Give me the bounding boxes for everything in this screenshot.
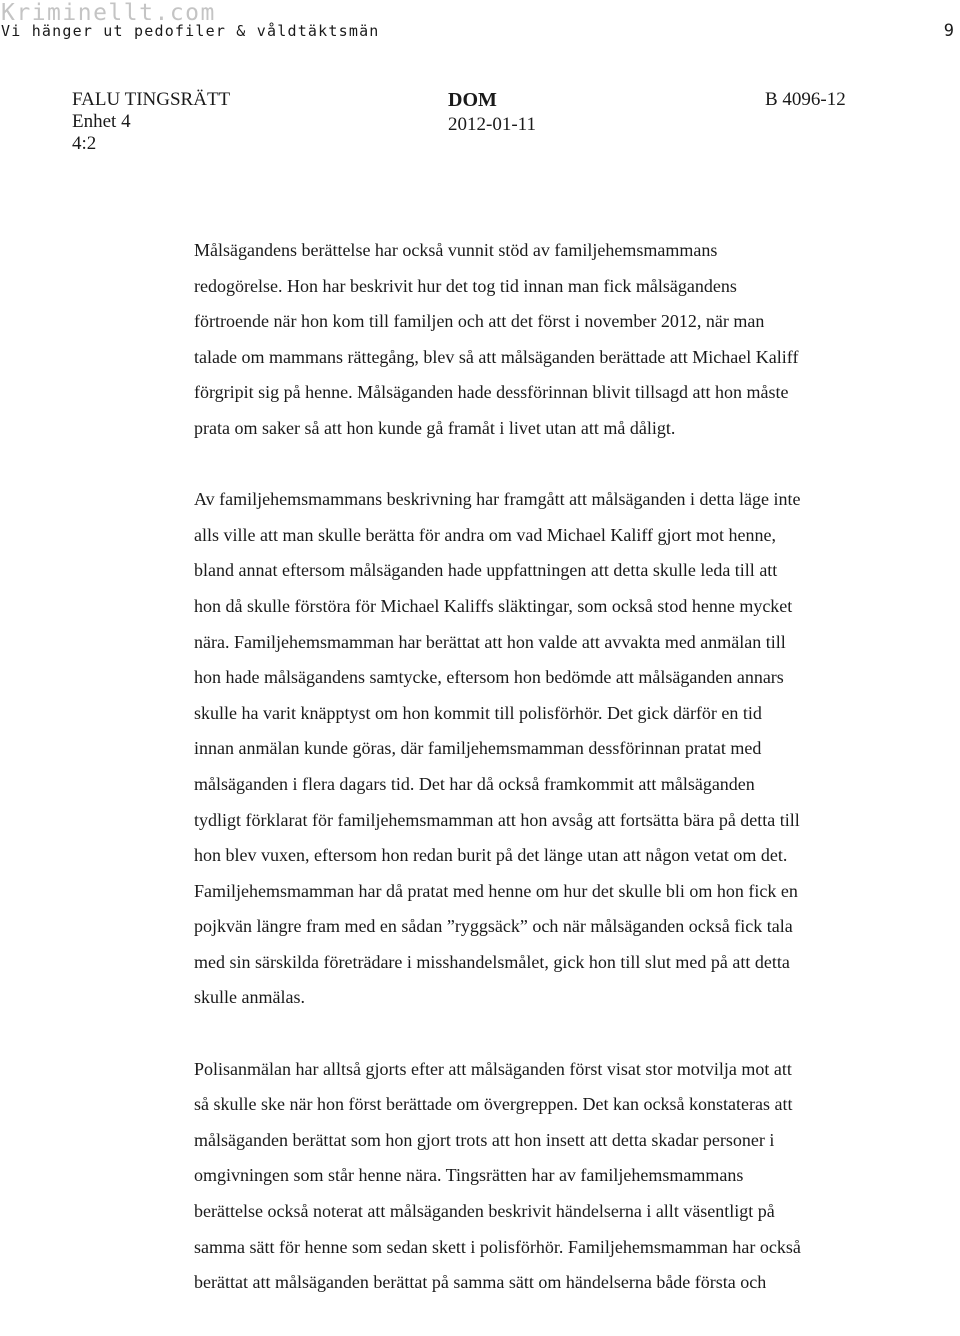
text-line: talade om mammans rättegång, blev så att målsäganden berättade att Michael Kaliff: [194, 346, 799, 367]
text-line: samma sätt för henne som sedan skett i polisförhör. Familjehemsmamman har också: [194, 1236, 801, 1257]
text-line: berättelse också noterat att målsäganden beskrivit händelserna i allt väsentligt på: [194, 1201, 775, 1222]
site-name: Kriminellt.com: [1, 0, 216, 26]
text-line: skulle anmälas.: [194, 987, 305, 1008]
document-type: DOM: [448, 89, 497, 111]
case-number: B 4096-12: [765, 89, 846, 110]
text-line: hon då skulle förstöra för Michael Kaliffs släktingar, som också stod henne mycket: [194, 595, 793, 616]
text-line: Polisanmälan har alltså gjorts efter att målsäganden först visat stor motvilja mot att: [194, 1058, 792, 1079]
text-line: bland annat eftersom målsäganden hade uppfattningen att detta skulle leda till att: [194, 560, 778, 581]
court-unit: Enhet 4: [72, 111, 131, 132]
text-line: målsäganden berättat som hon gjort trots att hon insett att detta skadar personer i: [194, 1129, 775, 1150]
text-line: förgripit sig på henne. Målsäganden hade dessförinnan blivit tillsagd att hon måste: [194, 382, 789, 403]
document-date: 2012-01-11: [448, 114, 536, 135]
text-line: Målsägandens berättelse har också vunnit stöd av familjehemsmammans: [194, 240, 718, 260]
text-line: förtroende när hon kom till familjen och att det först i november 2012, när man: [194, 311, 765, 332]
court-unit-code: 4:2: [72, 133, 97, 154]
text-line: nära. Familjehemsmamman har berättat att hon valde att avvakta med anmälan till: [194, 631, 786, 652]
text-line: omgivningen som står henne nära. Tingsrätten har av familjehemsmammans: [194, 1165, 744, 1186]
court-block: [72, 89, 230, 155]
text-line: Av familjehemsmammans beskrivning har framgått att målsäganden i detta läge inte: [194, 489, 801, 510]
text-line: alls ville att man skulle berätta för andra om vad Michael Kaliff gjort mot henne,: [194, 524, 776, 545]
document-body: [194, 233, 894, 1336]
text-line: prata om saker så att hon kunde gå framåt i livet utan att må dåligt.: [194, 417, 676, 438]
paragraph: [194, 1052, 894, 1301]
page-number: 9: [943, 21, 954, 41]
text-line: hon blev vuxen, eftersom hon redan burit på det länge utan att någon vetat om det.: [194, 845, 788, 866]
site-banner: [0, 0, 960, 48]
paragraph: [194, 233, 894, 447]
document-header: [0, 86, 960, 166]
text-line: hon hade målsägandens samtycke, eftersom hon bedömde att målsäganden annars: [194, 667, 784, 688]
text-line: så skulle ske när hon först berättade om övergreppen. Det kan också konstateras att: [194, 1094, 793, 1115]
text-line: berättat att målsäganden berättat på samma sätt om händelserna både första och: [194, 1272, 767, 1293]
text-line: innan anmälan kunde göras, där familjehemsmamman dessförinnan pratat med: [194, 738, 762, 759]
text-line: tydligt förklarat för familjehemsmamman att hon avsåg att fortsätta bära på detta till: [194, 809, 800, 830]
court-name: FALU TINGSRÄTT: [72, 89, 231, 110]
paragraph: [194, 482, 894, 1016]
text-line: målsäganden i flera dagars tid. Det har då också framkommit att målsäganden: [194, 773, 755, 794]
text-line: redogörelse. Hon har beskrivit hur det tog tid innan man fick målsägandens: [194, 275, 737, 296]
text-line: med sin särskilda företrädare i misshandelsmålet, gick hon till slut med på att detta: [194, 951, 790, 972]
text-line: pojkvän längre fram med en sådan ”ryggsäck” och när målsäganden också fick tala: [194, 916, 793, 937]
doc-type-block: [448, 89, 536, 136]
site-tagline: Vi hänger ut pedofiler & våldtäktsmän: [1, 22, 380, 40]
text-line: Familjehemsmamman har då pratat med henne om hur det skulle bli om hon fick en: [194, 880, 798, 901]
text-line: skulle ha varit knäpptyst om hon kommit till polisförhör. Det gick därför en tid: [194, 702, 762, 723]
